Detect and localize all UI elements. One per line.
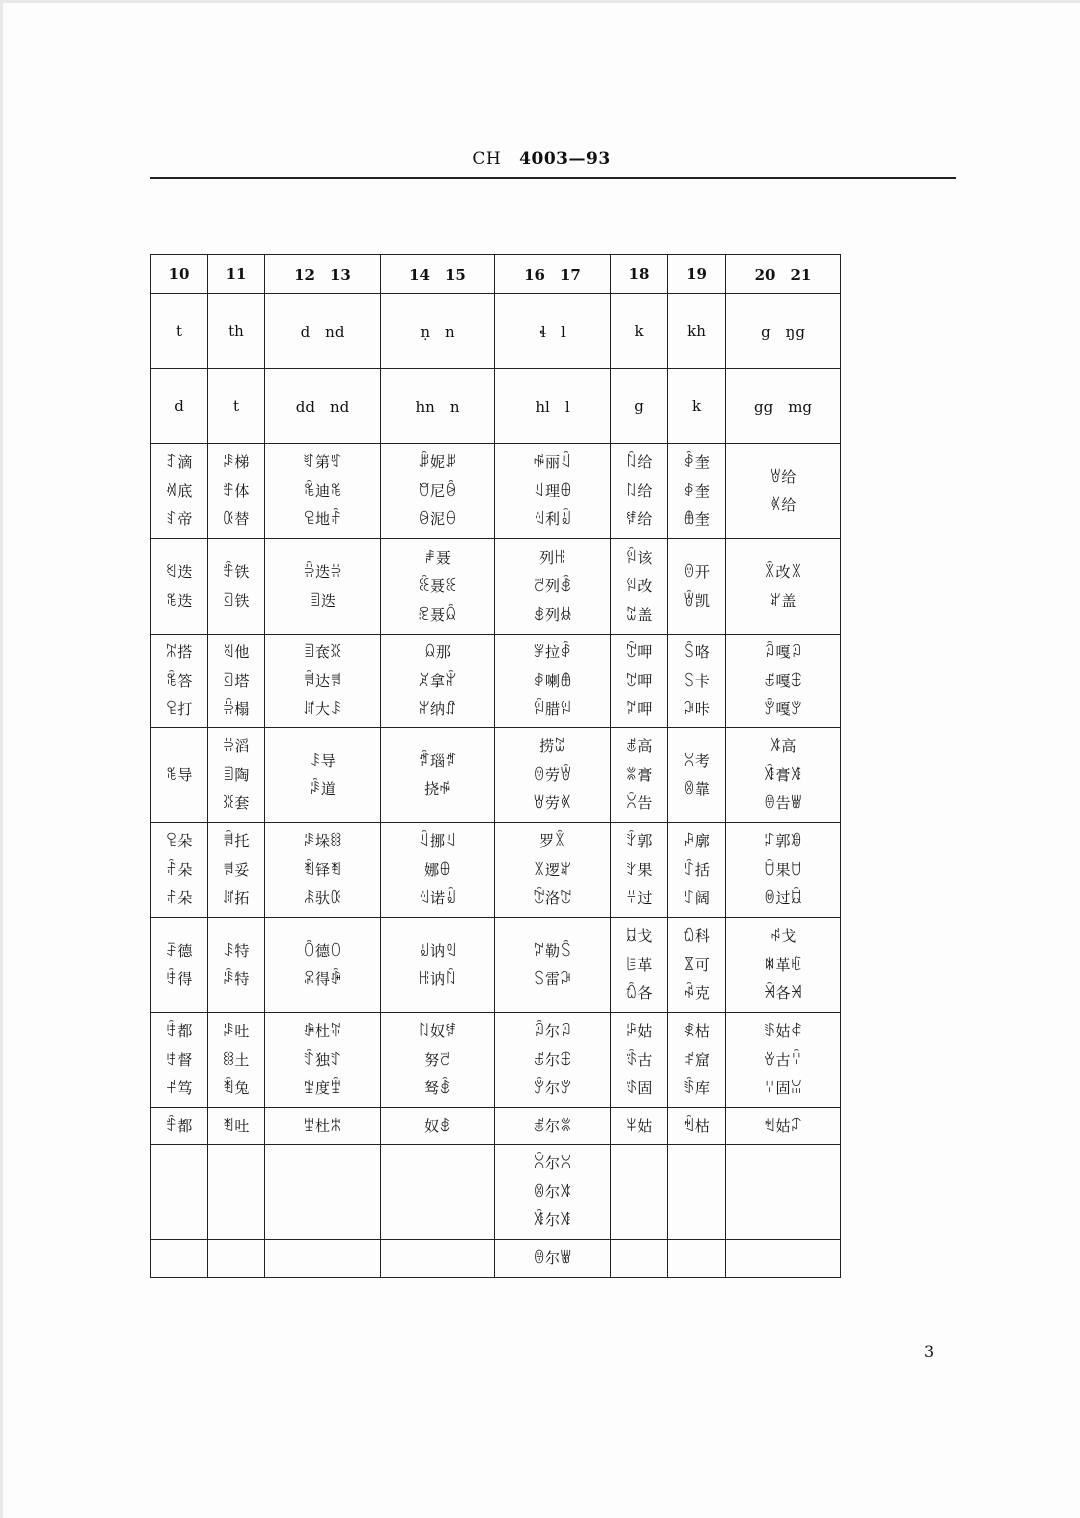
syllable-cell [726,1240,841,1278]
syllable-cell [611,444,668,539]
syllable-entry: ꄷ独ꄸ [303,1050,342,1069]
syllable-entry: ꇥ尔ꇦ [533,1182,572,1201]
syllable-entry: ꆽ讷ꆾ [418,941,457,960]
syllable-cell [151,1145,208,1240]
syllable-entry: ꇁ奴ꇂ [418,1022,457,1041]
syllable-cell [611,823,668,918]
syllable-entry: ꇷ戈 [625,927,653,946]
syllable-entry: ꇁ给 [625,481,653,500]
syllable-entry: ꈇ库 [683,1079,710,1098]
syllable-entry: ꄟ体 [222,481,250,500]
syllable-entry: ꇂ给 [625,510,653,529]
syllable-cell [265,823,381,918]
syllable-entry: ꄗ打 [165,700,193,719]
syllable-cell [726,635,841,728]
syllable-entry: ꄯ驮ꄰ [303,889,342,908]
syllable-cell [726,823,841,918]
romanization-cell: hn n [381,369,495,444]
syllable-row [151,444,841,539]
syllable-entry: ꇩ告ꇪ [763,794,803,813]
syllable-cell [495,1145,611,1240]
syllable-cell [668,1145,726,1240]
syllable-entry: ꄙ朵 [165,889,193,908]
syllable-entry: ꈎ姑 [625,1116,653,1135]
syllable-cell [208,823,265,918]
syllable-entry: ꄹ度ꄺ [303,1079,342,1098]
syllable-entry: 挠ꆷ [424,780,451,798]
syllable-entry: ꇳ果ꇴ [763,860,803,879]
syllable-entry: ꆱ拿ꆲ [418,671,457,690]
column-number: 16 17 [495,255,611,294]
romanization-row-1 [151,294,841,369]
syllable-cell [265,918,381,1013]
syllable-entry: ꆿ讷ꇀ [418,970,457,988]
syllable-entry: ꄧ妥 [222,860,250,879]
syllable-entry: ꇩ尔ꇪ [533,1249,572,1268]
syllable-entry: ꈏ枯 [683,1116,710,1135]
syllable-cell [381,728,495,823]
syllable-entry: ꆏ帝 [165,510,193,529]
syllable-entry: ꇝ嘎ꇞ [763,671,803,690]
syllable-cell [495,1013,611,1108]
syllable-entry: ꇣ告 [625,794,653,813]
syllable-entry: ꇋ腊ꇌ [533,700,572,719]
syllable-cell [668,918,726,1013]
syllable-cell [151,918,208,1013]
romanization-cell: k [668,369,726,444]
syllable-entry: ꄔ迭 [165,563,193,581]
column-number: 12 13 [265,255,381,294]
syllable-entry: ꇭ过 [625,889,653,908]
syllable-entry: ꄚ德 [165,941,193,960]
syllable-entry: ꄝ笃 [165,1079,193,1098]
syllable-entry: ꇔ盖 [769,591,797,610]
syllable-entry: ꇙ雷ꇚ [533,970,572,988]
syllable-cell [381,1145,495,1240]
syllable-entry: ꇡ尔ꇢ [533,1116,572,1135]
syllable-entry: ꇍ盖 [625,605,653,624]
romanization-cell: g ŋg [726,294,841,369]
syllable-cell [668,1013,726,1108]
syllable-cell [265,728,381,823]
syllable-entry: ꇀ给 [625,453,653,472]
syllable-entry: ꆧ尼ꆨ [418,481,457,500]
syllable-entry: ꈀ各ꈁ [763,984,803,1003]
syllable-cell [151,728,208,823]
syllable-cell [495,918,611,1013]
syllable-entry: ꄪ特 [222,970,250,988]
syllable-row [151,918,841,1013]
syllable-entry: ꄢ迭ꄣ [303,563,342,581]
syllable-entry: ꄜ督 [165,1050,193,1069]
syllable-cell [151,1013,208,1108]
syllable-entry: ꄕ答 [165,671,193,690]
syllable-entry: ꇽ戈 [769,927,797,946]
romanization-cell: gg mg [726,369,841,444]
header-rule [150,177,956,179]
syllable-cell [611,1013,668,1108]
syllable-cell [611,1240,668,1278]
syllable-row [151,1145,841,1240]
syllable-cell [611,728,668,823]
syllable-entry: ꇫ郭 [625,832,653,851]
syllable-entry: ꇵ过ꇶ [763,889,803,908]
syllable-entry: ꇮ廓 [683,832,710,851]
syllable-cell [381,1240,495,1278]
syllable-cell [611,918,668,1013]
syllable-entry: ꆩ泥ꆪ [418,510,457,529]
syllable-entry: ꄖ迭 [165,591,193,610]
syllable-entry: ꄗ朵 [165,832,193,851]
syllable-entry: ꄫ吐 [222,1022,250,1041]
syllable-cell [381,1013,495,1108]
syllable-entry: ꇙ卡 [683,671,710,690]
syllable-entry: ꈂ姑 [625,1022,653,1041]
syllable-entry: 奴ꇅ [424,1116,451,1135]
syllable-entry: ꇧ尔ꇨ [533,1211,572,1230]
syllable-cell [381,1108,495,1145]
syllable-cell [381,635,495,728]
syllable-entry: ꄞ都 [165,1116,193,1135]
syllable-entry: ꇎ开 [683,563,710,581]
syllable-cell [208,1108,265,1145]
syllable-cell [151,823,208,918]
syllable-entry: ꄕ迪ꄖ [303,481,342,500]
syllable-cell [611,1108,668,1145]
romanization-cell: ɬ l [495,294,611,369]
syllable-cell [381,444,495,539]
syllable-cell [208,1240,265,1278]
syllable-cell [208,444,265,539]
syllable-row [151,1108,841,1145]
syllable-entry: ꇥ靠 [683,780,710,798]
syllable-cell [495,444,611,539]
syllable-cell [726,728,841,823]
syllable-cell [381,823,495,918]
syllable-table [150,254,841,1278]
syllable-entry: ꄓ搭 [165,643,193,662]
syllable-entry: ꄤ迭 [309,591,336,610]
syllable-entry: ꈊ古ꈋ [763,1050,803,1069]
syllable-entry: ꇝ尔ꇞ [533,1050,572,1069]
syllable-cell [668,823,726,918]
syllable-entry: ꄫ垛ꄬ [303,832,342,851]
syllable-entry: ꆫ聂 [424,548,451,567]
column-number: 10 [151,255,208,294]
syllable-entry: ꈆ窟 [683,1050,710,1069]
syllable-cell [611,635,668,728]
syllable-entry: ꄞ铁 [222,563,250,581]
syllable-entry: ꆻ诺ꆼ [418,889,457,908]
romanization-cell: d nd [265,294,381,369]
syllable-cell [668,1108,726,1145]
syllable-entry: ꇐ劳ꇑ [533,794,572,813]
syllable-entry: 驽ꇄ [424,1079,451,1098]
syllable-cell [265,539,381,635]
syllable-entry: ꇕ呷 [625,643,653,662]
syllable-entry: ꇡ高 [625,737,653,756]
syllable-entry: ꆈ滴 [165,453,193,472]
syllable-cell [668,444,726,539]
page-number: 3 [924,1342,935,1361]
syllable-cell [726,1013,841,1108]
syllable-entry: ꇎ劳ꇏ [533,765,572,784]
syllable-entry: ꆵ瑙ꆶ [418,751,457,770]
syllable-entry: ꇐ给 [769,467,797,486]
syllable-entry: ꆸ挪ꆹ [418,832,457,851]
syllable-cell [265,1013,381,1108]
syllable-cell [265,635,381,728]
syllable-entry: ꄮ吐 [222,1116,250,1135]
syllable-entry: ꇹ各 [625,984,653,1003]
syllable-entry: ꆓ第ꆔ [303,453,342,472]
syllable-entry: ꈃ古 [625,1050,653,1069]
syllable-entry: ꆬ聂ꆭ [418,577,457,596]
syllable-entry: ꇖ呷 [625,671,653,690]
syllable-cell [208,539,265,635]
syllable-entry: ꇣ尔ꇤ [533,1154,572,1173]
syllable-entry: ꄬ土 [222,1050,250,1069]
syllable-entry: ꄦ达ꄧ [303,671,342,690]
syllable-cell [726,1145,841,1240]
syllable-entry: ꇃ列ꇄ [533,577,572,596]
syllable-entry: ꄨ拓 [222,889,250,908]
syllable-cell [381,539,495,635]
syllable-entry: ꇺ科 [683,927,710,946]
syllable-entry: ꄘ朵 [165,860,193,879]
syllable-cell [495,1108,611,1145]
syllable-row [151,823,841,918]
syllable-entry: ꄡ铁 [222,591,250,610]
romanization-cell: k [611,294,668,369]
romanization-cell: t [151,294,208,369]
syllable-entry: ꇘ咯 [683,643,710,662]
column-number: 19 [668,255,726,294]
syllable-cell [495,1240,611,1278]
syllable-cell [151,635,208,728]
syllable-cell [495,539,611,635]
syllable-cell [726,539,841,635]
romanization-cell: ṇ n [381,294,495,369]
syllable-entry: ꄵ杜ꄶ [303,1022,342,1041]
syllable-entry: ꇸ革 [625,955,653,974]
syllable-entry: ꄤ奃ꄥ [303,643,342,662]
syllable-entry: ꄛ得 [165,970,193,988]
syllable-entry: ꄢ榻 [222,700,250,719]
syllable-entry: ꇉ喇ꇊ [533,671,572,690]
syllable-entry: ꆷ丽ꆸ [533,453,572,472]
syllable-entry: 罗ꇒ [539,832,566,851]
syllable-cell [265,1240,381,1278]
syllable-entry: ꇯ括 [683,860,710,879]
syllable-cell [265,444,381,539]
syllable-cell [611,539,668,635]
column-number: 11 [208,255,265,294]
syllable-entry: 列ꆿ [539,548,566,567]
syllable-entry: ꇗ勒ꇘ [533,941,572,960]
syllable-entry: ꄭ兔 [222,1079,250,1098]
syllable-entry: ꇌ改 [625,577,653,596]
syllable-entry: ꆻ利ꆼ [533,510,572,529]
syllable-entry: ꄣ滔 [222,737,250,756]
romanization-cell: g [611,369,668,444]
syllable-cell [668,1240,726,1278]
syllable-cell [208,1145,265,1240]
syllable-cell [208,728,265,823]
syllable-entry: ꄊ底 [165,481,193,500]
syllable-cell [668,635,726,728]
syllable-cell [265,1108,381,1145]
syllable-entry: ꄗ地ꄘ [303,510,342,529]
syllable-entry: ꄻ杜ꄼ [303,1116,342,1135]
romanization-cell: dd nd [265,369,381,444]
column-number-row [151,255,841,294]
syllable-entry: ꇢ膏 [625,765,653,784]
syllable-entry: ꇊ奎 [683,510,710,529]
syllable-row [151,539,841,635]
syllable-cell [726,1108,841,1145]
syllable-entry: ꇚ咔 [683,700,710,719]
syllable-row [151,1240,841,1278]
syllable-cell [668,539,726,635]
syllable-entry: ꄨ大ꄩ [303,700,342,719]
syllable-cell [668,728,726,823]
syllable-entry: ꇟ嘎ꇠ [763,700,803,719]
syllable-entry: ꇗ呷 [625,700,653,719]
syllable-entry: ꇅ列ꇆ [533,605,572,624]
syllable-entry: ꈈ姑ꈉ [763,1022,803,1041]
syllable-cell [726,444,841,539]
syllable-entry: ꆮ聂ꆯ [418,605,457,624]
syllable-entry: 努ꇃ [424,1050,451,1069]
syllable-cell [151,539,208,635]
syllable-cell [208,1013,265,1108]
syllable-entry: ꄩ特 [222,941,250,960]
syllable-cell [726,918,841,1013]
syllable-entry: ꇬ果 [625,860,653,879]
syllable-cell [495,635,611,728]
romanization-cell: kh [668,294,726,369]
romanization-cell: th [208,294,265,369]
syllable-entry: ꄖ导 [165,765,193,784]
syllable-entry: ꇻ可 [683,955,710,974]
syllable-cell [265,1145,381,1240]
syllable-entry: ꄪ道 [309,780,336,798]
syllable-entry: 捞ꇍ [539,737,566,756]
syllable-entry: ꇑ给 [769,496,797,514]
syllable-entry: ꇧ膏ꇨ [763,765,803,784]
syllable-entry: ꇒ改ꇓ [763,563,803,581]
syllable-entry: ꄳ得ꄴ [303,970,342,988]
syllable-entry: ꇛ嘎ꇜ [763,643,803,662]
syllable-entry: ꄠ他 [222,643,250,662]
syllable-entry: ꇾ革ꇿ [763,955,803,974]
syllable-cell [151,444,208,539]
syllable-entry: ꆳ纳ꆴ [418,700,457,719]
romanization-cell: d [151,369,208,444]
syllable-cell [495,728,611,823]
syllable-entry: ꇏ凯 [683,591,710,610]
column-number: 18 [611,255,668,294]
syllable-entry: ꄱ德ꄲ [303,941,342,960]
syllable-entry: ꇉ奎 [683,481,710,500]
syllable-entry: ꄫ梯 [222,453,250,472]
syllable-entry: ꆰ那 [424,643,451,662]
syllable-entry: ꄩ导 [309,751,336,770]
document-header [3,149,1080,169]
syllable-cell [208,918,265,1013]
syllable-entry: ꄤ陶 [222,765,250,784]
syllable-entry: ꈐ姑ꈑ [763,1116,803,1135]
syllable-entry: ꈄ固 [625,1079,653,1098]
syllable-entry: ꇋ该 [625,548,653,567]
syllable-cell [151,1108,208,1145]
syllable-entry: ꈅ枯 [683,1022,710,1041]
syllable-cell [151,1240,208,1278]
syllable-entry: ꈌ固ꈍ [763,1079,803,1098]
syllable-entry: 娜ꆺ [424,860,451,879]
syllable-entry: ꇦ高 [769,737,797,756]
syllable-entry: ꆥ妮ꆦ [418,453,457,472]
syllable-entry: ꄥ套 [222,794,250,813]
syllable-entry: ꇟ尔ꇠ [533,1079,572,1098]
syllable-entry: ꇛ尔ꇜ [533,1022,572,1041]
column-number: 20 21 [726,255,841,294]
syllable-cell [381,918,495,1013]
syllable-cell [495,823,611,918]
syllable-entry: ꇈ奎 [683,453,710,472]
syllable-entry: ꇤ考 [683,751,710,770]
syllable-entry: ꄛ都 [165,1022,193,1041]
document-page [3,3,1080,1518]
syllable-entry: ꇕ洛ꇖ [533,889,572,908]
romanization-cell: t [208,369,265,444]
romanization-row-2 [151,369,841,444]
syllable-entry: ꄦ托 [222,832,250,851]
standard-prefix: CH [472,149,502,169]
syllable-entry: ꇇ拉ꇈ [533,643,572,662]
syllable-entry: ꇓ逻ꇔ [533,860,572,879]
syllable-cell [208,635,265,728]
syllable-entry: ꇼ克 [683,984,710,1003]
syllable-row [151,635,841,728]
romanization-cell: hl l [495,369,611,444]
syllable-entry: ꄭ铎ꄮ [303,860,342,879]
syllable-row [151,1013,841,1108]
syllable-entry: ꇱ郭ꇲ [763,832,803,851]
syllable-entry: ꇰ阔 [683,889,710,908]
syllable-entry: ꄰ替 [222,510,250,529]
standard-code: 4003—93 [519,149,611,169]
syllable-cell [611,1145,668,1240]
syllable-row [151,728,841,823]
column-number: 14 15 [381,255,495,294]
syllable-entry: ꆹ理ꆺ [533,481,572,500]
syllable-entry: ꄡ塔 [222,671,250,690]
